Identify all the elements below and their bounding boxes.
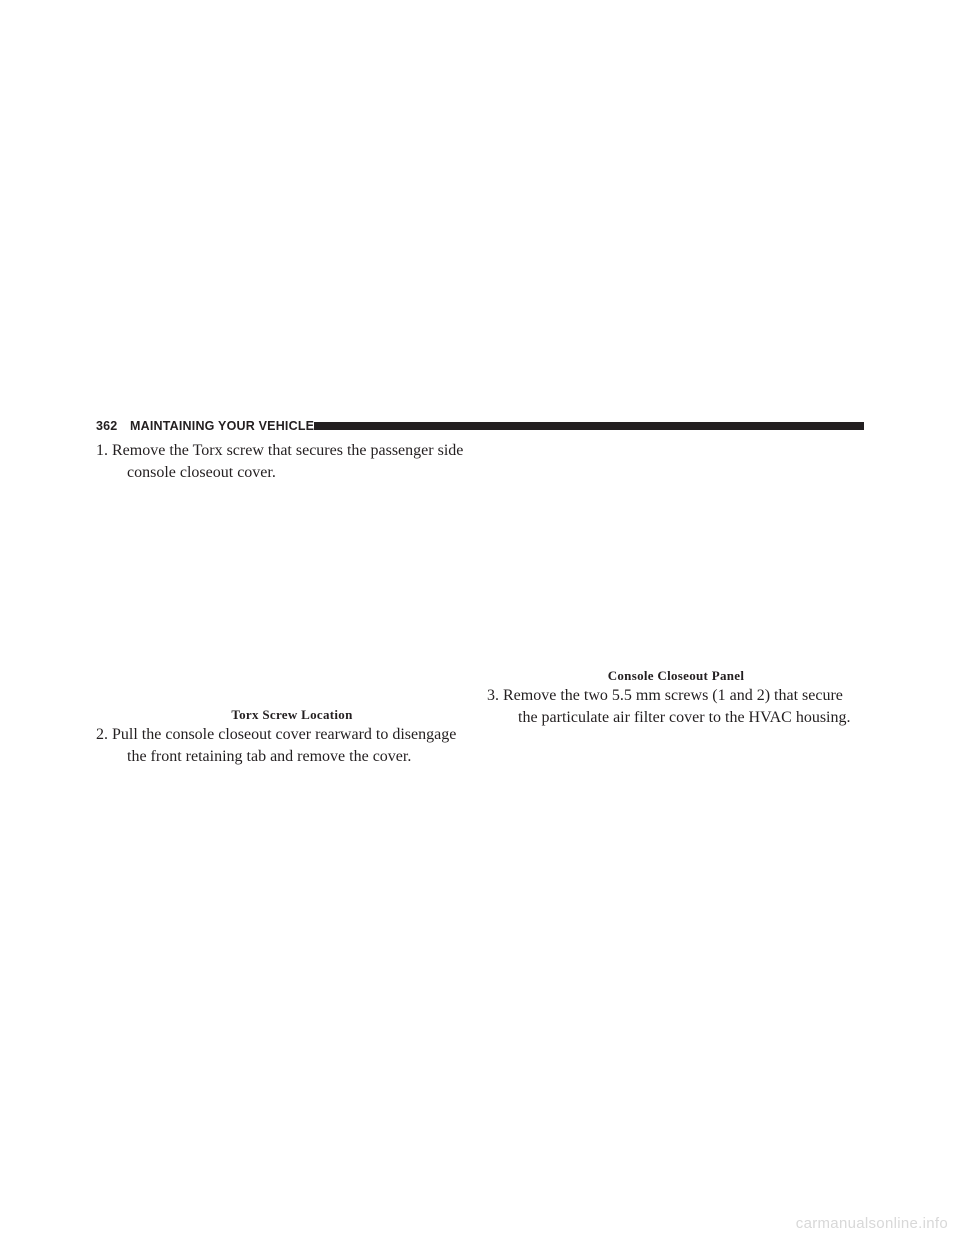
torx-screw-figure [96, 490, 488, 700]
watermark: carmanualsonline.info [795, 1215, 948, 1232]
step-2-line-1: 2. Pull the console closeout cover rearward to disengage [96, 726, 457, 743]
step-1-line-2: console closeout cover. [127, 464, 276, 481]
step-1 [96, 440, 488, 484]
figure-2-caption: Console Closeout Panel [607, 668, 745, 683]
figure-1-caption: Torx Screw Location [231, 707, 353, 722]
section-title: MAINTAINING YOUR VEHICLE [130, 419, 315, 433]
step-3 [487, 685, 867, 729]
step-2 [96, 724, 488, 768]
step-2-line-2: the front retaining tab and remove the cover. [127, 748, 412, 765]
step-3-line-1: 3. Remove the two 5.5 mm screws (1 and 2) that secure [487, 687, 843, 704]
step-3-line-2: the particulate air filter cover to the HVAC housing. [518, 709, 851, 726]
page-number: 362 [96, 419, 118, 433]
header-rule [314, 422, 864, 430]
console-closeout-figure [488, 445, 864, 660]
step-1-line-1: 1. Remove the Torx screw that secures the passenger side [96, 442, 464, 459]
page-header [96, 419, 864, 433]
